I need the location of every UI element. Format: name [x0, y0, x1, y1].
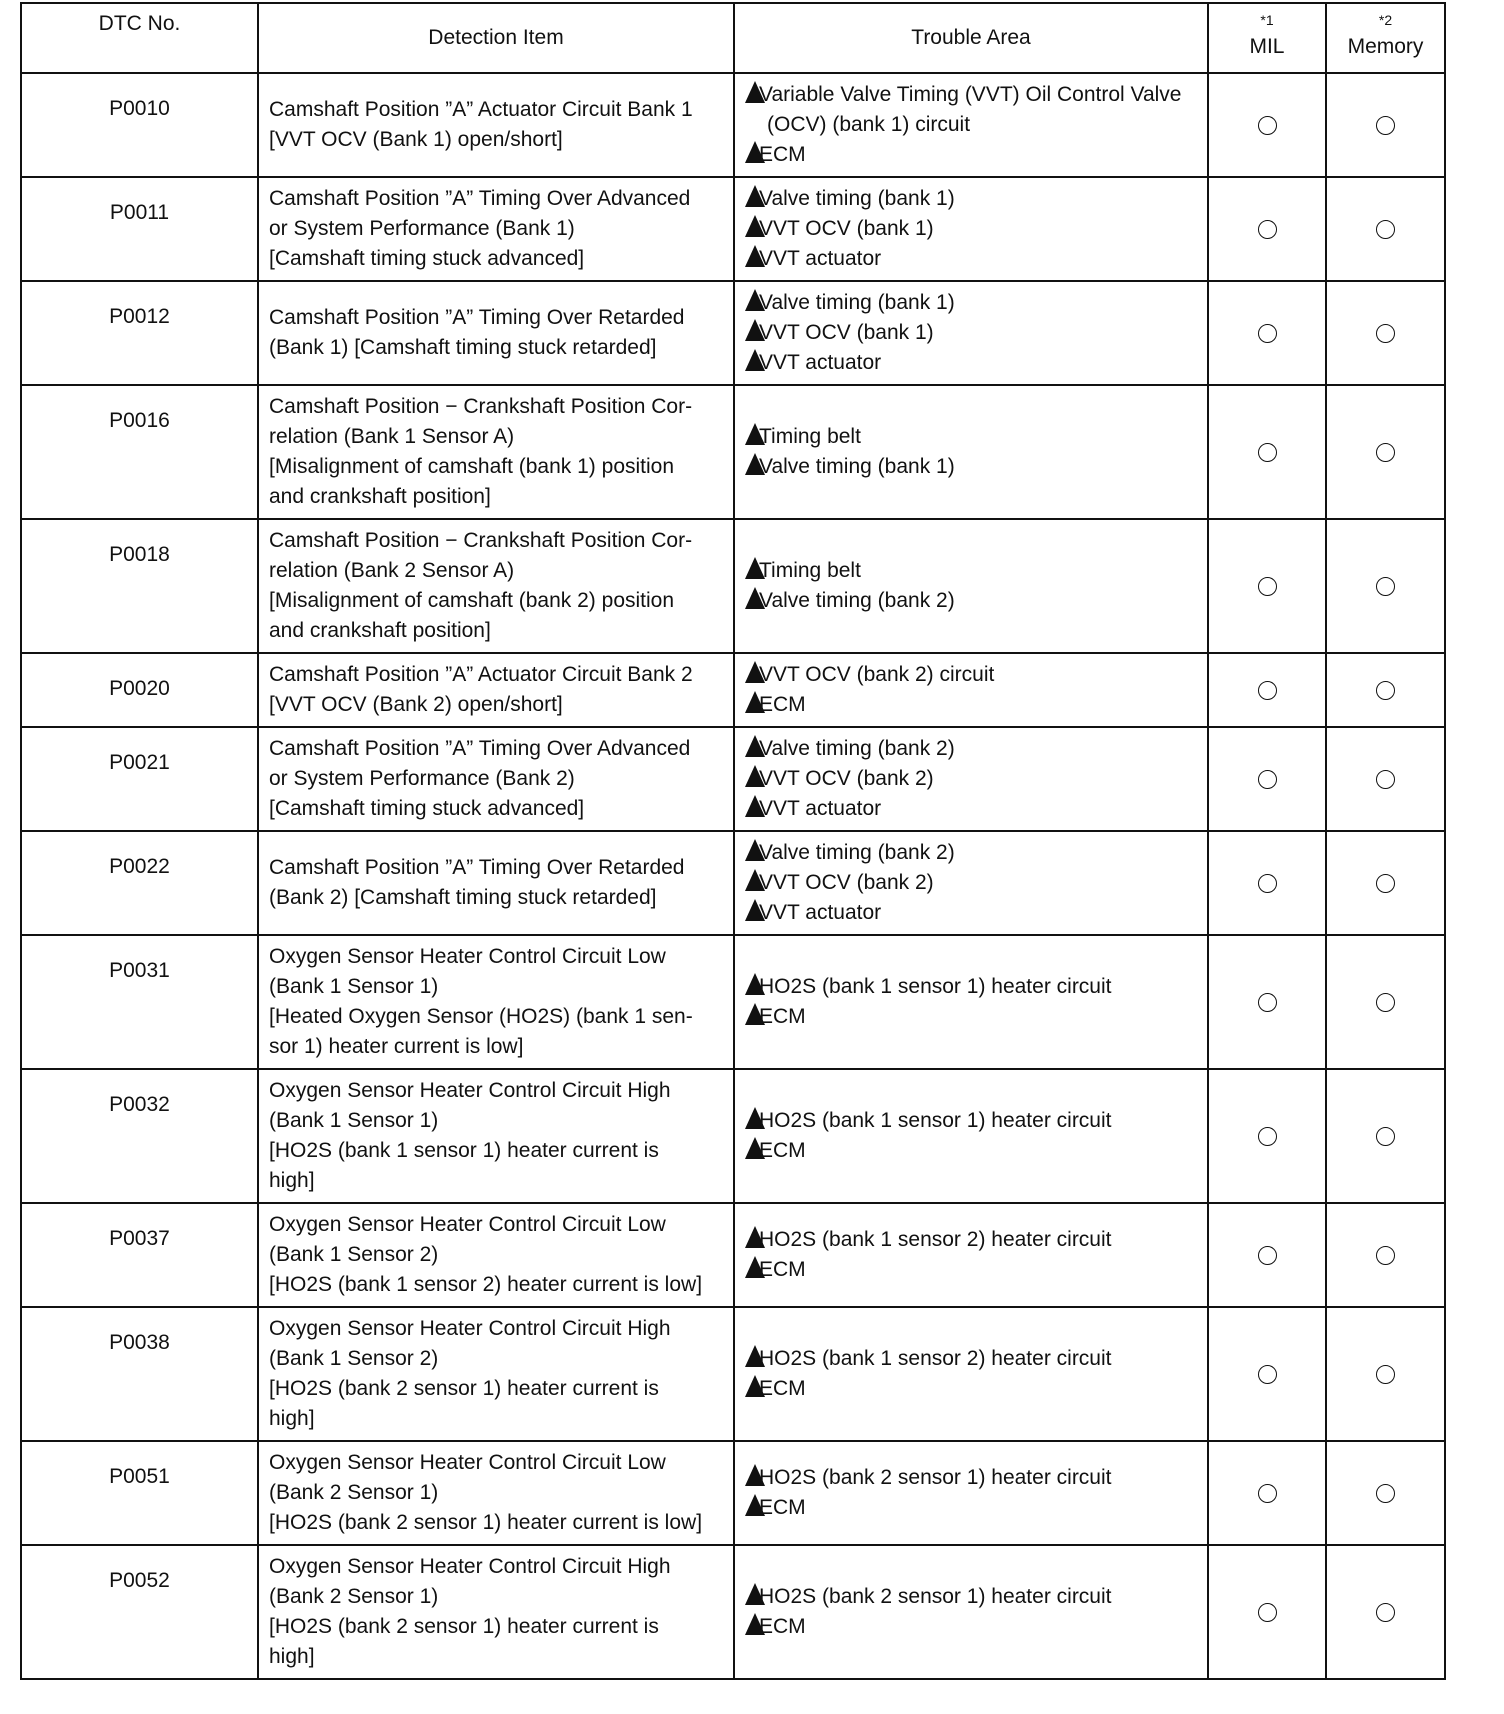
- trouble-area-cell: [734, 385, 1208, 519]
- mil-cell: [1208, 385, 1326, 519]
- trouble-area-cell: [734, 281, 1208, 385]
- mil-circle-icon: [1258, 1365, 1277, 1384]
- memory-cell: [1326, 653, 1445, 727]
- detection-item-line: and crankshaft position]: [269, 485, 491, 508]
- memory-circle-icon: [1376, 1127, 1395, 1146]
- detection-item-cell: [258, 1203, 734, 1307]
- detection-item-line: [Misalignment of camshaft (bank 2) position: [269, 589, 675, 612]
- detection-item-line: Camshaft Position ”A” Timing Over Advanced: [269, 187, 691, 210]
- memory-circle-icon: [1376, 1365, 1395, 1384]
- mil-cell: [1208, 1069, 1326, 1203]
- memory-circle-icon: [1376, 993, 1395, 1012]
- dtc-code: P0018: [21, 519, 258, 653]
- mil-circle-icon: [1258, 1127, 1277, 1146]
- mil-circle-icon: [1258, 1603, 1277, 1622]
- header-memory-label: Memory: [1347, 35, 1424, 58]
- memory-cell: [1326, 385, 1445, 519]
- detection-item-line: [HO2S (bank 1 sensor 2) heater current is low]: [269, 1273, 703, 1296]
- mil-circle-icon: [1258, 220, 1277, 239]
- detection-item-line: Camshaft Position − Crankshaft Position Cor-: [269, 395, 693, 418]
- table-row: [21, 1203, 1445, 1307]
- mil-cell: [1208, 519, 1326, 653]
- trouble-area-text: Valve timing (bank 1): [759, 187, 955, 210]
- memory-circle-icon: [1376, 443, 1395, 462]
- mil-circle-icon: [1258, 116, 1277, 135]
- detection-item-line: [VVT OCV (Bank 1) open/short]: [269, 128, 563, 151]
- trouble-area-text: Valve timing (bank 2): [759, 841, 955, 864]
- detection-item-line: or System Performance (Bank 1): [269, 217, 575, 240]
- trouble-area-item: [745, 1463, 1201, 1493]
- memory-circle-icon: [1376, 1246, 1395, 1265]
- detection-item-line: (Bank 1 Sensor 2): [269, 1243, 439, 1266]
- trouble-area-item: [745, 1582, 1201, 1612]
- detection-item-line: relation (Bank 1 Sensor A): [269, 425, 515, 448]
- table-row: [21, 653, 1445, 727]
- detection-item-line: Oxygen Sensor Heater Control Circuit Low: [269, 945, 666, 968]
- memory-cell: [1326, 1545, 1445, 1679]
- mil-cell: [1208, 653, 1326, 727]
- mil-circle-icon: [1258, 874, 1277, 893]
- dtc-code: P0011: [21, 177, 258, 281]
- mil-circle-icon: [1258, 1484, 1277, 1503]
- detection-item-cell: [258, 281, 734, 385]
- dtc-code: P0032: [21, 1069, 258, 1203]
- detection-item-line: Camshaft Position ”A” Actuator Circuit Bank 1: [269, 98, 693, 121]
- trouble-area-text: VVT OCV (bank 1): [759, 217, 934, 240]
- memory-circle-icon: [1376, 220, 1395, 239]
- trouble-area-cell: [734, 1069, 1208, 1203]
- mil-circle-icon: [1258, 993, 1277, 1012]
- mil-cell: [1208, 1545, 1326, 1679]
- trouble-area-item: [745, 1225, 1201, 1255]
- table-row: [21, 73, 1445, 177]
- detection-item-cell: [258, 935, 734, 1069]
- trouble-area-text: ECM: [759, 1139, 806, 1162]
- dtc-code: P0016: [21, 385, 258, 519]
- memory-cell: [1326, 73, 1445, 177]
- mil-cell: [1208, 727, 1326, 831]
- trouble-area-text: ECM: [759, 1005, 806, 1028]
- detection-item-cell: [258, 519, 734, 653]
- trouble-area-text: Variable Valve Timing (VVT) Oil Control Valve: [759, 83, 1182, 106]
- header-mil: [1208, 3, 1326, 73]
- trouble-area-text: ECM: [759, 1377, 806, 1400]
- table-row: [21, 519, 1445, 653]
- trouble-area-item: [745, 586, 1201, 616]
- detection-item-line: and crankshaft position]: [269, 619, 491, 642]
- detection-item-cell: [258, 1441, 734, 1545]
- table-row: [21, 1069, 1445, 1203]
- memory-cell: [1326, 935, 1445, 1069]
- table-row: [21, 385, 1445, 519]
- trouble-area-text: (OCV) (bank 1) circuit: [767, 113, 971, 136]
- trouble-area-text: VVT OCV (bank 2): [759, 871, 934, 894]
- dtc-table: [20, 2, 1446, 1680]
- trouble-area-text: VVT actuator: [759, 901, 882, 924]
- detection-item-line: [Camshaft timing stuck advanced]: [269, 797, 585, 820]
- detection-item-line: (Bank 2) [Camshaft timing stuck retarded]: [269, 886, 657, 909]
- trouble-area-text: HO2S (bank 2 sensor 1) heater circuit: [759, 1585, 1112, 1608]
- trouble-area-text: ECM: [759, 1258, 806, 1281]
- trouble-area-cell: [734, 1307, 1208, 1441]
- detection-item-line: [HO2S (bank 2 sensor 1) heater current is: [269, 1615, 659, 1638]
- trouble-area-item: [745, 1612, 1201, 1642]
- trouble-area-item: [745, 1493, 1201, 1523]
- memory-circle-icon: [1376, 770, 1395, 789]
- mil-circle-icon: [1258, 443, 1277, 462]
- trouble-area-text: Valve timing (bank 1): [759, 455, 955, 478]
- table-row: [21, 727, 1445, 831]
- header-trouble-area: Trouble Area: [734, 3, 1208, 73]
- trouble-area-cell: [734, 727, 1208, 831]
- mil-circle-icon: [1258, 770, 1277, 789]
- detection-item-line: relation (Bank 2 Sensor A): [269, 559, 515, 582]
- trouble-area-item: [745, 1374, 1201, 1404]
- trouble-area-cell: [734, 831, 1208, 935]
- trouble-area-item: [745, 184, 1201, 214]
- trouble-area-text: VVT actuator: [759, 247, 882, 270]
- detection-item-line: Oxygen Sensor Heater Control Circuit Low: [269, 1213, 666, 1236]
- detection-item-line: or System Performance (Bank 2): [269, 767, 575, 790]
- detection-item-cell: [258, 1307, 734, 1441]
- header-mil-label: MIL: [1249, 35, 1285, 58]
- trouble-area-item: [745, 214, 1201, 244]
- detection-item-line: [Camshaft timing stuck advanced]: [269, 247, 585, 270]
- memory-cell: [1326, 519, 1445, 653]
- detection-item-line: (Bank 2 Sensor 1): [269, 1481, 439, 1504]
- detection-item-line: sor 1) heater current is low]: [269, 1035, 524, 1058]
- memory-circle-icon: [1376, 577, 1395, 596]
- trouble-area-item: [745, 1344, 1201, 1374]
- detection-item-line: Camshaft Position ”A” Timing Over Advanced: [269, 737, 691, 760]
- detection-item-cell: [258, 385, 734, 519]
- memory-circle-icon: [1376, 1484, 1395, 1503]
- trouble-area-item: [745, 794, 1201, 824]
- mil-cell: [1208, 1307, 1326, 1441]
- trouble-area-text: Valve timing (bank 2): [759, 737, 955, 760]
- trouble-area-text: Valve timing (bank 1): [759, 291, 955, 314]
- trouble-area-text: ECM: [759, 143, 806, 166]
- detection-item-line: Oxygen Sensor Heater Control Circuit High: [269, 1317, 671, 1340]
- detection-item-line: [HO2S (bank 2 sensor 1) heater current is low]: [269, 1511, 703, 1534]
- trouble-area-cell: [734, 1203, 1208, 1307]
- dtc-code: P0031: [21, 935, 258, 1069]
- trouble-area-text: ECM: [759, 693, 806, 716]
- memory-circle-icon: [1376, 681, 1395, 700]
- mil-circle-icon: [1258, 681, 1277, 700]
- mil-cell: [1208, 1441, 1326, 1545]
- trouble-area-item: [745, 244, 1201, 274]
- detection-item-line: [HO2S (bank 2 sensor 1) heater current is: [269, 1377, 659, 1400]
- detection-item-line: Camshaft Position ”A” Timing Over Retarded: [269, 306, 685, 329]
- detection-item-cell: [258, 73, 734, 177]
- trouble-area-item: [745, 898, 1201, 928]
- header-dtc-no: DTC No.: [21, 3, 258, 73]
- detection-item-cell: [258, 177, 734, 281]
- trouble-area-text: Timing belt: [759, 559, 861, 582]
- trouble-area-item: [745, 734, 1201, 764]
- trouble-area-text: Timing belt: [759, 425, 861, 448]
- trouble-area-text: HO2S (bank 1 sensor 2) heater circuit: [759, 1228, 1112, 1251]
- trouble-area-item: [745, 1255, 1201, 1285]
- mil-cell: [1208, 177, 1326, 281]
- dtc-code: P0051: [21, 1441, 258, 1545]
- memory-circle-icon: [1376, 874, 1395, 893]
- trouble-area-text: HO2S (bank 1 sensor 1) heater circuit: [759, 975, 1112, 998]
- mil-cell: [1208, 73, 1326, 177]
- memory-cell: [1326, 831, 1445, 935]
- detection-item-line: (Bank 1 Sensor 1): [269, 1109, 439, 1132]
- table-row: [21, 177, 1445, 281]
- trouble-area-item: [745, 1136, 1201, 1166]
- trouble-area-item: [745, 318, 1201, 348]
- dtc-code: P0022: [21, 831, 258, 935]
- trouble-area-text: Valve timing (bank 2): [759, 589, 955, 612]
- memory-cell: [1326, 281, 1445, 385]
- detection-item-line: Oxygen Sensor Heater Control Circuit Low: [269, 1451, 666, 1474]
- header-detection-item: Detection Item: [258, 3, 734, 73]
- detection-item-cell: [258, 831, 734, 935]
- trouble-area-item: [745, 348, 1201, 378]
- dtc-code: P0038: [21, 1307, 258, 1441]
- memory-cell: [1326, 1307, 1445, 1441]
- trouble-area-item: [745, 764, 1201, 794]
- trouble-area-item: [745, 288, 1201, 318]
- detection-item-cell: [258, 727, 734, 831]
- memory-cell: [1326, 1069, 1445, 1203]
- detection-item-line: Camshaft Position ”A” Actuator Circuit Bank 2: [269, 663, 693, 686]
- trouble-area-text: VVT actuator: [759, 351, 882, 374]
- trouble-area-cell: [734, 177, 1208, 281]
- trouble-area-cell: [734, 73, 1208, 177]
- header-row: [21, 3, 1445, 73]
- table-body: [21, 73, 1445, 1679]
- table-row: [21, 281, 1445, 385]
- trouble-area-item: [745, 838, 1201, 868]
- memory-circle-icon: [1376, 116, 1395, 135]
- mil-cell: [1208, 935, 1326, 1069]
- memory-cell: [1326, 1441, 1445, 1545]
- table-row: [21, 935, 1445, 1069]
- mil-circle-icon: [1258, 577, 1277, 596]
- table-row: [21, 831, 1445, 935]
- mil-cell: [1208, 281, 1326, 385]
- trouble-area-item: [745, 972, 1201, 1002]
- memory-cell: [1326, 1203, 1445, 1307]
- trouble-area-cell: [734, 519, 1208, 653]
- detection-item-line: high]: [269, 1407, 315, 1430]
- mil-circle-icon: [1258, 324, 1277, 343]
- trouble-area-text: ECM: [759, 1496, 806, 1519]
- trouble-area-text: HO2S (bank 1 sensor 1) heater circuit: [759, 1109, 1112, 1132]
- table-header: [21, 3, 1445, 73]
- dtc-code: P0052: [21, 1545, 258, 1679]
- header-memory: [1326, 3, 1445, 73]
- trouble-area-item: [745, 110, 1201, 140]
- trouble-area-item: [745, 140, 1201, 170]
- mil-cell: [1208, 831, 1326, 935]
- table-row: [21, 1545, 1445, 1679]
- detection-item-line: Camshaft Position ”A” Timing Over Retarded: [269, 856, 685, 879]
- trouble-area-text: HO2S (bank 2 sensor 1) heater circuit: [759, 1466, 1112, 1489]
- table-row: [21, 1307, 1445, 1441]
- detection-item-line: [VVT OCV (Bank 2) open/short]: [269, 693, 563, 716]
- dtc-code: P0021: [21, 727, 258, 831]
- dtc-code: P0010: [21, 73, 258, 177]
- table-row: [21, 1441, 1445, 1545]
- detection-item-line: (Bank 1 Sensor 1): [269, 975, 439, 998]
- detection-item-line: [Heated Oxygen Sensor (HO2S) (bank 1 sen-: [269, 1005, 693, 1028]
- trouble-area-text: HO2S (bank 1 sensor 2) heater circuit: [759, 1347, 1112, 1370]
- trouble-area-item: [745, 1002, 1201, 1032]
- detection-item-line: (Bank 1) [Camshaft timing stuck retarded]: [269, 336, 657, 359]
- trouble-area-item: [745, 556, 1201, 586]
- detection-item-cell: [258, 1545, 734, 1679]
- detection-item-line: Oxygen Sensor Heater Control Circuit High: [269, 1555, 671, 1578]
- trouble-area-item: [745, 690, 1201, 720]
- trouble-area-text: VVT actuator: [759, 797, 882, 820]
- detection-item-line: high]: [269, 1169, 315, 1192]
- detection-item-line: high]: [269, 1645, 315, 1668]
- trouble-area-item: [745, 868, 1201, 898]
- detection-item-line: (Bank 2 Sensor 1): [269, 1585, 439, 1608]
- detection-item-line: (Bank 1 Sensor 2): [269, 1347, 439, 1370]
- detection-item-cell: [258, 1069, 734, 1203]
- detection-item-line: [Misalignment of camshaft (bank 1) position: [269, 455, 675, 478]
- dtc-code: P0012: [21, 281, 258, 385]
- trouble-area-text: VVT OCV (bank 1): [759, 321, 934, 344]
- trouble-area-item: [745, 452, 1201, 482]
- trouble-area-cell: [734, 1545, 1208, 1679]
- memory-circle-icon: [1376, 324, 1395, 343]
- memory-circle-icon: [1376, 1603, 1395, 1622]
- trouble-area-cell: [734, 935, 1208, 1069]
- dtc-code: P0020: [21, 653, 258, 727]
- memory-cell: [1326, 177, 1445, 281]
- trouble-area-text: ECM: [759, 1615, 806, 1638]
- trouble-area-cell: [734, 1441, 1208, 1545]
- trouble-area-item: [745, 80, 1201, 110]
- memory-cell: [1326, 727, 1445, 831]
- header-memory-note: *2: [1378, 12, 1393, 28]
- trouble-area-text: VVT OCV (bank 2): [759, 767, 934, 790]
- mil-cell: [1208, 1203, 1326, 1307]
- mil-circle-icon: [1258, 1246, 1277, 1265]
- trouble-area-item: [745, 1106, 1201, 1136]
- trouble-area-cell: [734, 653, 1208, 727]
- dtc-code: P0037: [21, 1203, 258, 1307]
- detection-item-cell: [258, 653, 734, 727]
- detection-item-line: Camshaft Position − Crankshaft Position Cor-: [269, 529, 693, 552]
- detection-item-line: Oxygen Sensor Heater Control Circuit High: [269, 1079, 671, 1102]
- detection-item-line: [HO2S (bank 1 sensor 1) heater current is: [269, 1139, 659, 1162]
- header-mil-note: *1: [1260, 12, 1274, 28]
- trouble-area-item: [745, 660, 1201, 690]
- trouble-area-item: [745, 422, 1201, 452]
- trouble-area-text: VVT OCV (bank 2) circuit: [759, 663, 995, 686]
